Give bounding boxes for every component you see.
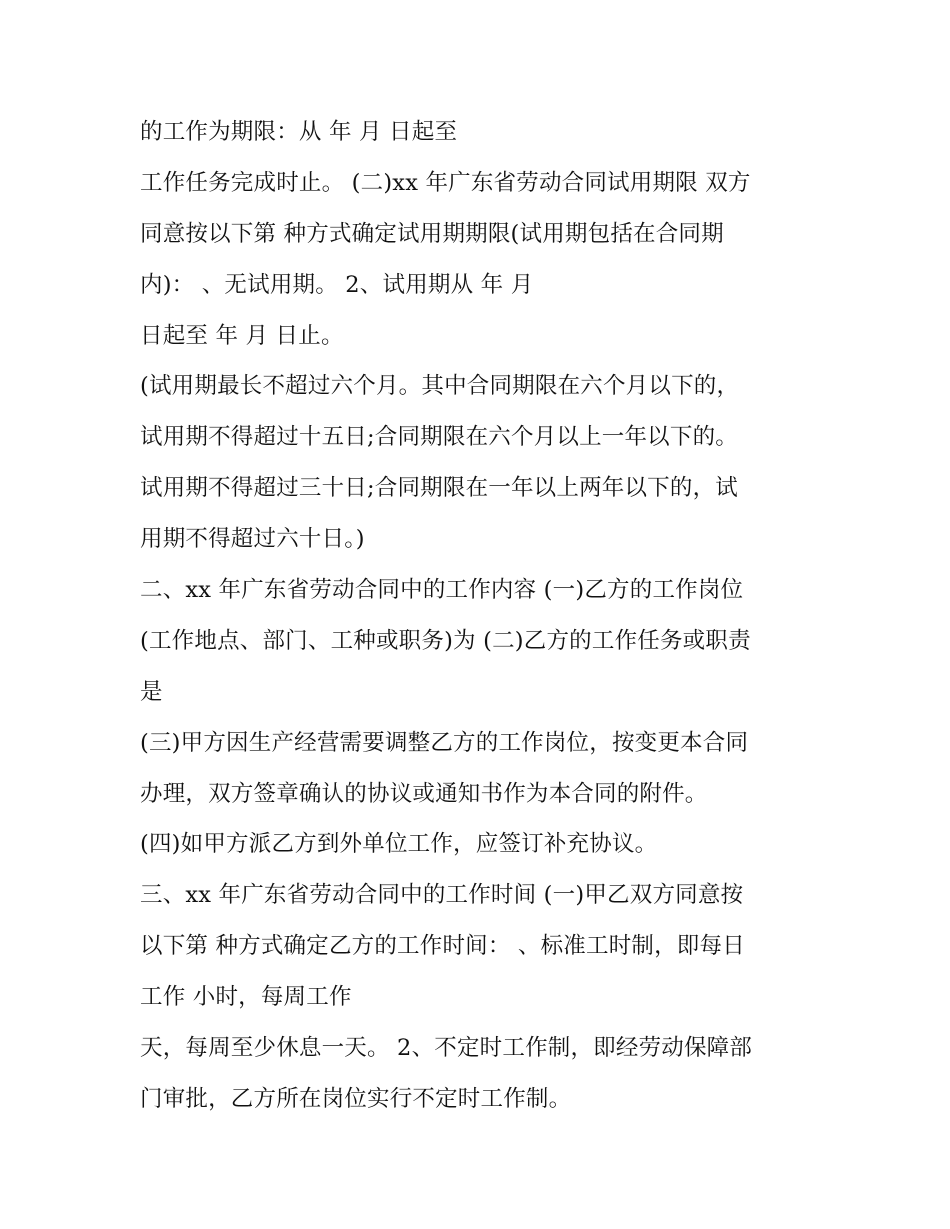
text-line-4: 内)： 、无试用期。 2、试用期从 年 月 (140, 271, 534, 298)
document-body (140, 107, 820, 1125)
text-line-19: 天，每周至少休息一天。 2、不定时工作制，即经劳动保障部 (140, 1035, 753, 1062)
text-line-16: 三、xx 年广东省劳动合同中的工作时间 (一)甲乙双方同意按 (140, 882, 744, 909)
text-line-9: 用期不得超过六十日。) (140, 526, 365, 553)
text-line-11: (工作地点、部门、工种或职务)为 (二)乙方的工作任务或职责 (140, 627, 751, 654)
text-line-8: 试用期不得超过三十日;合同期限在一年以上两年以下的，试 (140, 475, 738, 502)
text-line-14: 办理，双方签章确认的协议或通知书作为本合同的附件。 (140, 780, 708, 807)
text-line-20: 门审批，乙方所在岗位实行不定时工作制。 (140, 1085, 572, 1112)
text-line-18: 工作 小时，每周工作 (140, 984, 352, 1011)
text-line-10: 二、xx 年广东省劳动合同中的工作内容 (一)乙方的工作岗位 (140, 577, 744, 604)
text-line-3: 同意按以下第 种方式确定试用期期限(试用期包括在合同期 (140, 220, 724, 247)
text-line-1: 的工作为期限：从 年 月 日起至 (140, 119, 458, 145)
text-line-6: (试用期最长不超过六个月。其中合同期限在六个月以下的， (140, 373, 740, 400)
text-line-17: 以下第 种方式确定乙方的工作时间： 、标准工时制，即每日 (140, 933, 745, 960)
text-line-12: 是 (140, 678, 163, 705)
text-line-7: 试用期不得超过十五日;合同期限在六个月以上一年以下的。 (140, 424, 738, 451)
text-line-2: 工作任务完成时止。 (二)xx 年广东省劳动合同试用期限 双方 (140, 169, 751, 196)
text-line-5: 日起至 年 月 日止。 (140, 322, 344, 349)
text-line-13: (三)甲方因生产经营需要调整乙方的工作岗位，按变更本合同 (140, 729, 749, 756)
text-line-15: (四)如甲方派乙方到外单位工作，应签订补充协议。 (140, 831, 658, 858)
